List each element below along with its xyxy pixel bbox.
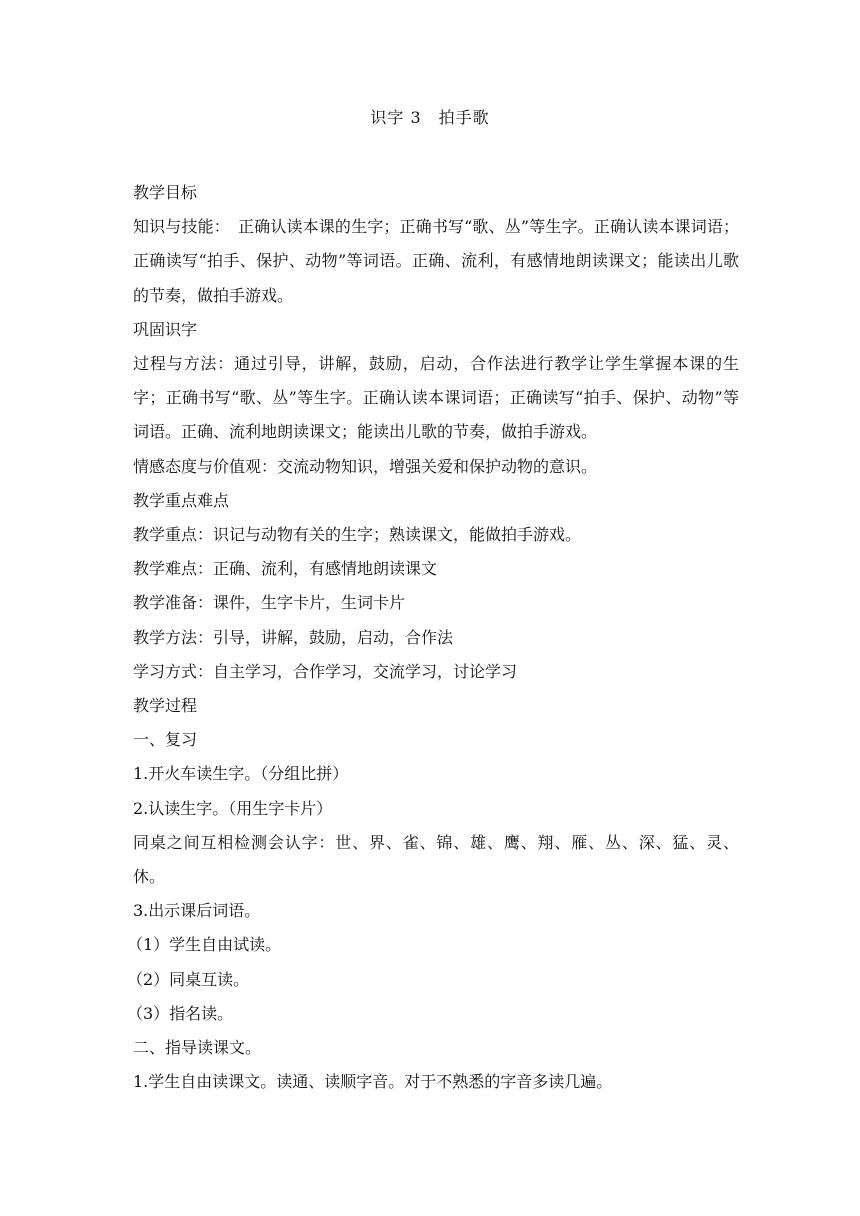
list-item: 2.认读生字。（用生字卡片） <box>133 798 333 818</box>
document-body <box>127 176 739 1099</box>
list-item: 1.学生自由读课文。读通、读顺字音。对于不熟悉的字音多读几遍。 <box>133 1072 613 1092</box>
paragraph-process-methods: 过程与方法：通过引导，讲解，鼓励，启动，合作法进行教学让学生掌握本课的生字；正确书写“歌、丛”等生字。正确认读本课词语；正确读写“拍手、保护、动物”等词语。正确、流利地朗读课文；能读出儿歌的节奏，做拍手游戏。 <box>133 354 739 442</box>
paragraph-guided-reading: 二、指导读课文。 <box>133 1038 262 1058</box>
paragraph-attitude-values: 情感态度与价值观：交流动物知识，增强关爱和保护动物的意识。 <box>133 456 598 476</box>
paragraph-heading-objectives: 教学目标 <box>133 183 198 202</box>
list-item: （2）同桌互读。 <box>127 969 250 989</box>
list-item: （1）学生自由试读。 <box>127 935 282 955</box>
paragraph-learning-methods: 学习方式：自主学习，合作学习，交流学习，讨论学习 <box>133 661 518 681</box>
paragraph-teaching-methods: 教学方法：引导，讲解，鼓励，启动，合作法 <box>133 627 454 647</box>
paragraph-preparation: 教学准备：课件，生字卡片，生词卡片 <box>133 593 406 613</box>
paragraph-heading-key-points: 教学重点难点 <box>133 490 230 510</box>
paragraph-heading-process: 教学过程 <box>133 696 198 716</box>
document-title: 识字 3 拍手歌 <box>370 108 490 127</box>
paragraph-consolidate: 巩固识字 <box>133 319 198 339</box>
list-item: （3）指名读。 <box>127 1003 234 1023</box>
list-item: 1.开火车读生字。（分组比拼） <box>133 764 349 784</box>
paragraph-knowledge-skills: 知识与技能： 正确认读本课的生字；正确书写“歌、丛”等生字。正确认读本课词语；正确读写“拍手、保护、动物”等词语。正确、流利，有感情地朗读课文；能读出儿歌的节奏，做拍手游戏。 <box>133 217 739 305</box>
list-item: 3.出示课后词语。 <box>133 901 261 921</box>
paragraph-difficulty: 教学难点：正确、流利，有感情地朗读课文 <box>133 559 438 579</box>
paragraph-key-point: 教学重点：识记与动物有关的生字；熟读课文，能做拍手游戏。 <box>133 525 582 545</box>
paragraph-review: 一、复习 <box>133 730 198 750</box>
paragraph-peer-check: 同桌之间互相检测会认字：世、界、雀、锦、雄、鹰、翔、雁、丛、深、猛、灵、休。 <box>133 832 739 887</box>
